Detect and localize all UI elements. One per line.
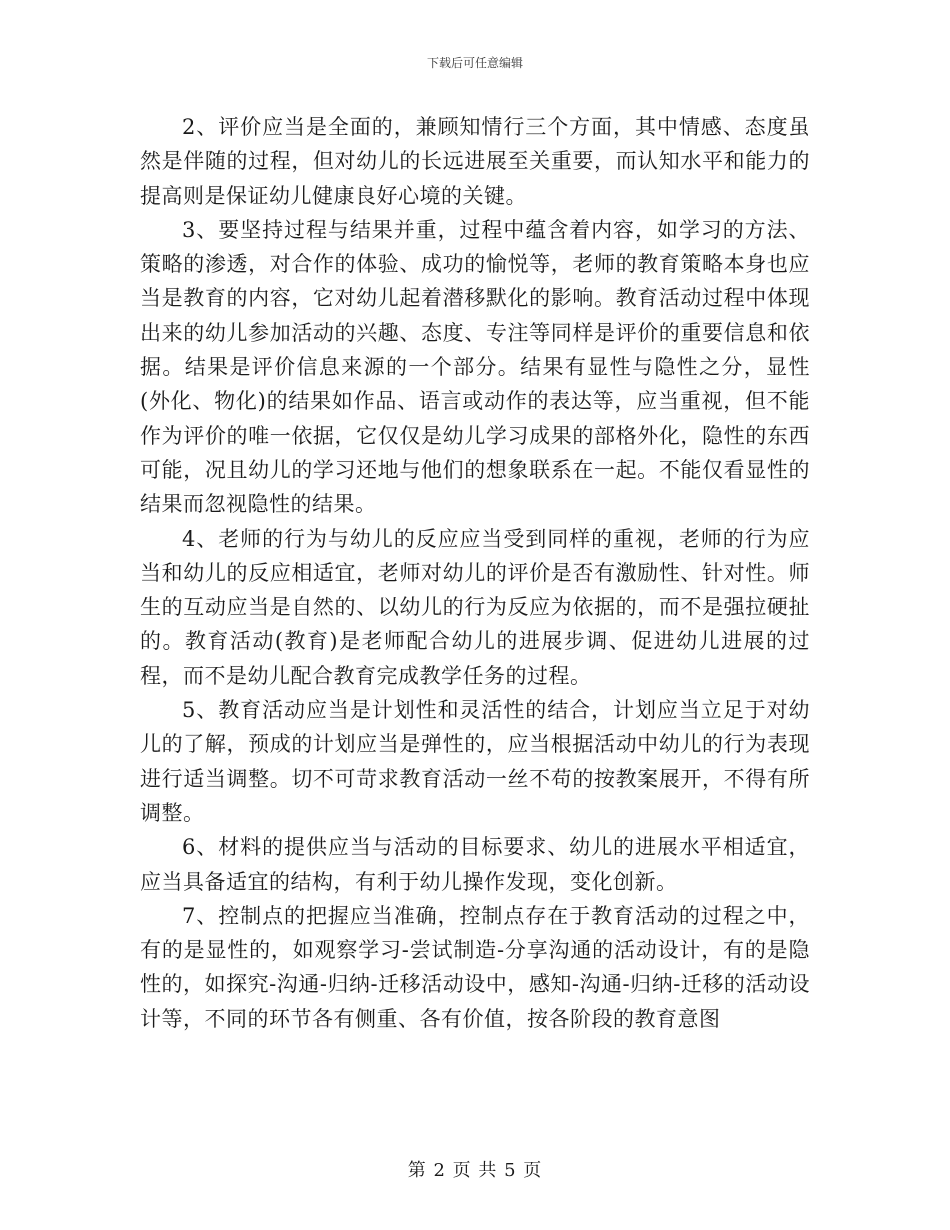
paragraph-2: 2、评价应当是全面的，兼顾知情行三个方面，其中情感、态度虽然是伴随的过程，但对幼儿的长远进展至关重要，而认知水平和能力的提高则是保证幼儿健康良好心境的关键。 bbox=[140, 115, 810, 208]
paragraph-6: 6、材料的提供应当与活动的目标要求、幼儿的进展水平相适宜，应当具备适宜的结构，有利于幼儿操作发现，变化创新。 bbox=[140, 835, 810, 894]
page-header-note: 下载后可任意编辑 bbox=[426, 56, 523, 70]
paragraph-7: 7、控制点的把握应当准确，控制点存在于教育活动的过程之中，有的是显性的，如观察学习-尝试制造-分享沟通的活动设计，有的是隐性的，如探究-沟通-归纳-迁移活动设中，感知-沟通-归纳-迁移的活动设计等，不同的环节各有侧重、各有价值，按各阶段的教育意图 bbox=[140, 903, 810, 1031]
paragraph-4: 4、老师的行为与幼儿的反应应当受到同样的重视，老师的行为应当和幼儿的反应相适宜，老师对幼儿的评价是否有激励性、针对性。师生的互动应当是自然的、以幼儿的行为反应为依据的，而不是强拉硬扯的。教育活动(教育)是老师配合幼儿的进展步调、促进幼儿进展的过程，而不是幼儿配合教育完成教学任务的过程。 bbox=[140, 526, 810, 688]
paragraph-3: 3、要坚持过程与结果并重，过程中蕴含着内容，如学习的方法、策略的渗透，对合作的体验、成功的愉悦等，老师的教育策略本身也应当是教育的内容，它对幼儿起着潜移默化的影响。教育活动过程中体现出来的幼儿参加活动的兴趣、态度、专注等同样是评价的重要信息和依据。结果是评价信息来源的一个部分。结果有显性与隐性之分，显性(外化、物化)的结果如作品、语言或动作的表达等，应当重视，但不能作为评价的唯一依据，它仅仅是幼儿学习成果的部格外化，隐性的东西可能，况且幼儿的学习还地与他们的想象联系在一起。不能仅看显性的结果而忽视隐性的结果。 bbox=[140, 217, 810, 517]
page-number-footer: 第 2 页 共 5 页 bbox=[407, 1160, 543, 1181]
paragraph-5: 5、教育活动应当是计划性和灵活性的结合，计划应当立足于对幼儿的了解，预成的计划应当是弹性的，应当根据活动中幼儿的行为表现进行适当调整。切不可苛求教育活动一丝不苟的按教案展开，不得有所调整。 bbox=[140, 698, 810, 825]
document-body bbox=[140, 110, 810, 1036]
